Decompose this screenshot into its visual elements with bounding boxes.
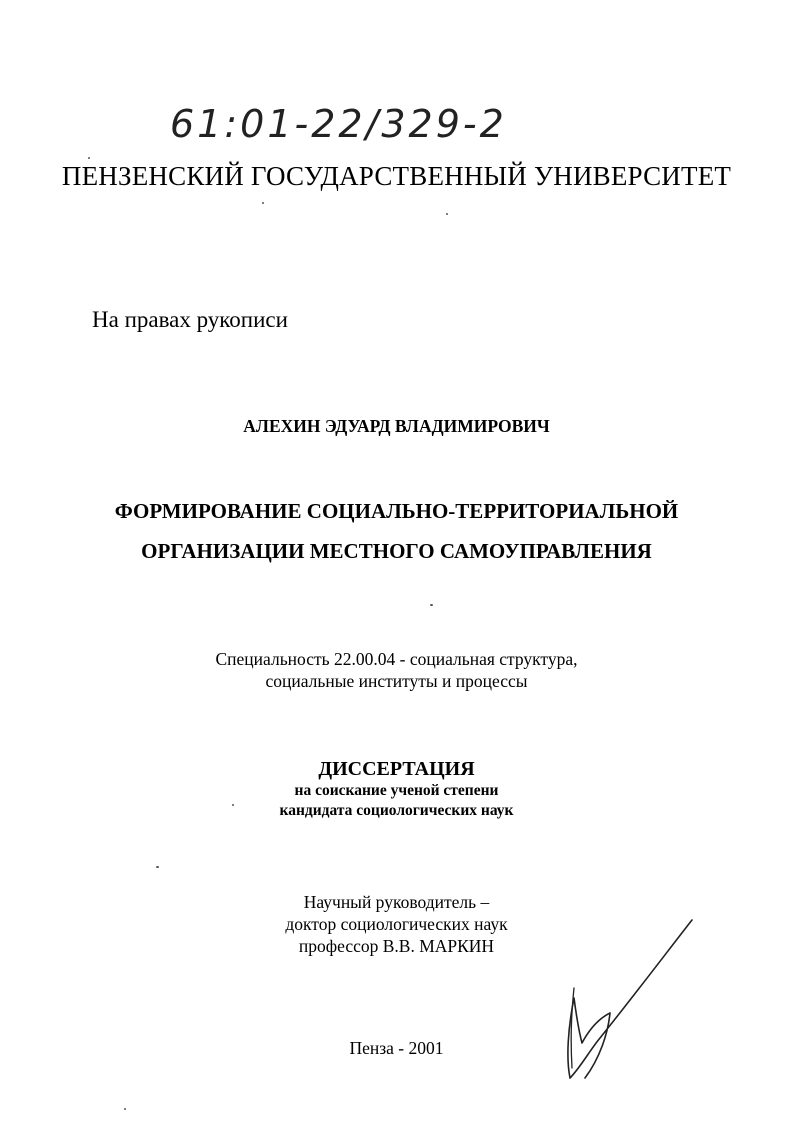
title-line-1: ФОРМИРОВАНИЕ СОЦИАЛЬНО-ТЕРРИТОРИАЛЬНОЙ (114, 499, 679, 523)
degree-line-2: кандидата социологических наук (279, 802, 514, 819)
specialty-block (0, 648, 793, 692)
handwritten-archive-number: 61:01-22/329-2 (170, 102, 507, 146)
supervisor-line-1: Научный руководитель – (303, 892, 490, 912)
university-name: ПЕНЗЕНСКИЙ ГОСУДАРСТВЕННЫЙ УНИВЕРСИТЕТ (61, 161, 732, 191)
specialty-line-2: социальные институты и процессы (265, 671, 528, 691)
dissertation-title (0, 491, 793, 571)
scan-speck (430, 604, 433, 606)
degree-line-1: на соискание ученой степени (294, 782, 499, 799)
author-name: АЛЕХИН ЭДУАРД ВЛАДИМИРОВИЧ (243, 416, 550, 436)
dissertation-heading: ДИССЕРТАЦИЯ (318, 758, 475, 780)
scan-speck (446, 213, 448, 215)
dissertation-block (0, 757, 793, 821)
scan-speck (124, 1108, 126, 1110)
supervisor-line-3: профессор В.В. МАРКИН (298, 936, 495, 956)
city-year: Пенза - 2001 (349, 1038, 444, 1058)
signature-icon (560, 918, 695, 1088)
scan-speck (232, 804, 234, 806)
supervisor-line-2: доктор социологических наук (285, 914, 508, 934)
title-line-2: ОРГАНИЗАЦИИ МЕСТНОГО САМОУПРАВЛЕНИЯ (141, 539, 652, 563)
scan-speck (156, 866, 159, 868)
scan-speck (262, 202, 264, 204)
scan-speck (88, 157, 90, 159)
specialty-line-1: Специальность 22.00.04 - социальная структура, (215, 649, 578, 669)
manuscript-note: На правах рукописи (92, 307, 288, 332)
